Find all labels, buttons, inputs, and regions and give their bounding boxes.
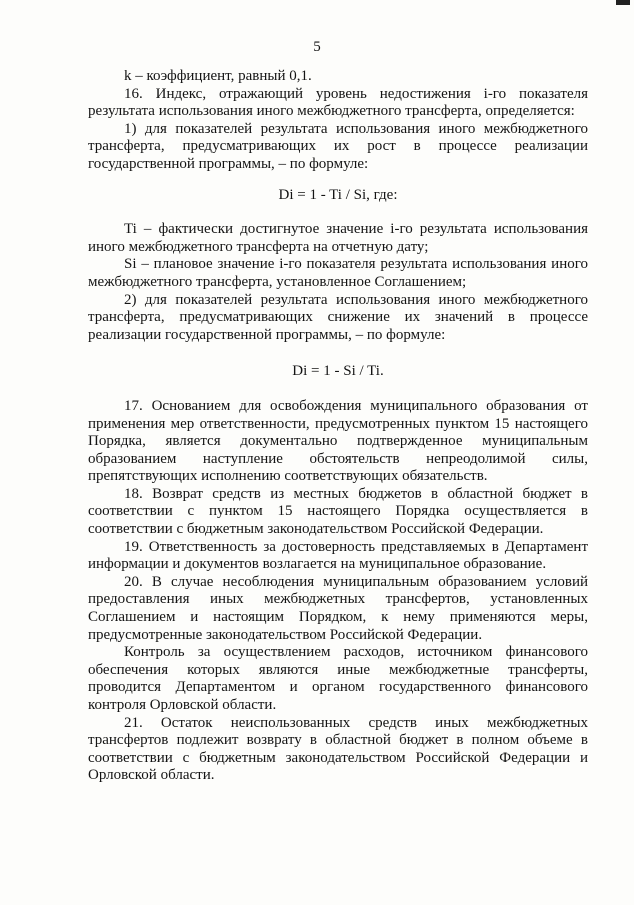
definition-si: Si – плановое значение i-го показателя результата использования иного межбюджетного трансферта, установленное Соглашением;	[88, 256, 588, 290]
formula-decrease: Di = 1 - Si / Ti.	[292, 363, 384, 380]
page-number: 5	[313, 39, 321, 55]
paragraph-20: 20. В случае несоблюдения муниципальным образованием условий предоставления иных межбюджетных трансфертов, установленных Соглашением и настоящим Порядком, к нему применяются меры, предусмотренные законодательством Российской Федерации.	[88, 573, 588, 643]
paragraph-19: 19. Ответственность за достоверность представляемых в Департамент информации и документов возлагается на муниципальное образование.	[88, 538, 588, 573]
paragraph-control: Контроль за осуществлением расходов, источником финансового обеспечения которых являются иные межбюджетные трансферты, проводится Департаментом и органом государственного финансового контроля Орловской области.	[88, 644, 588, 713]
paragraph-16-item-2: 2) для показателей результата использования иного межбюджетного трансферта, предусматривающих снижение их значений в процессе реализации государственной программы, – по формуле:	[88, 291, 588, 343]
paragraph-16-item-1: 1) для показателей результата использования иного межбюджетного трансферта, предусматривающих их рост в процессе реализации государственной программы, – по формуле:	[88, 120, 588, 172]
paragraph-18: 18. Возврат средств из местных бюджетов в областной бюджет в соответствии с пунктом 15 настоящего Порядка осуществляется в соответствии с бюджетным законодательством Российской Федерации.	[88, 485, 588, 538]
paragraph-coefficient: k – коэффициент, равный 0,1.	[124, 68, 312, 84]
document-body	[88, 68, 588, 785]
paragraph-16: 16. Индекс, отражающий уровень недостижения i-го показателя результата использования иного межбюджетного трансферта, определяется:	[88, 85, 588, 120]
definition-ti: Ti – фактически достигнутое значение i-го результата использования иного межбюджетного трансферта на отчетную дату;	[88, 221, 588, 255]
paragraph-17: 17. Основанием для освобождения муниципального образования от применения мер ответственности, предусмотренных пунктом 15 настоящего Порядка, является документально подтвержденное муниципальным образованием наступление обстоятельств непреодолимой силы, препятствующих исполнению соответствующих обязательств.	[88, 397, 588, 485]
scan-artifact	[616, 0, 630, 5]
paragraph-21: 21. Остаток неиспользованных средств иных межбюджетных трансфертов подлежит возврату в областной бюджет в полном объеме в соответствии с бюджетным законодательством Российской Федерации и Орловской области.	[88, 714, 588, 784]
formula-growth: Di = 1 - Ti / Si, где:	[278, 186, 398, 203]
